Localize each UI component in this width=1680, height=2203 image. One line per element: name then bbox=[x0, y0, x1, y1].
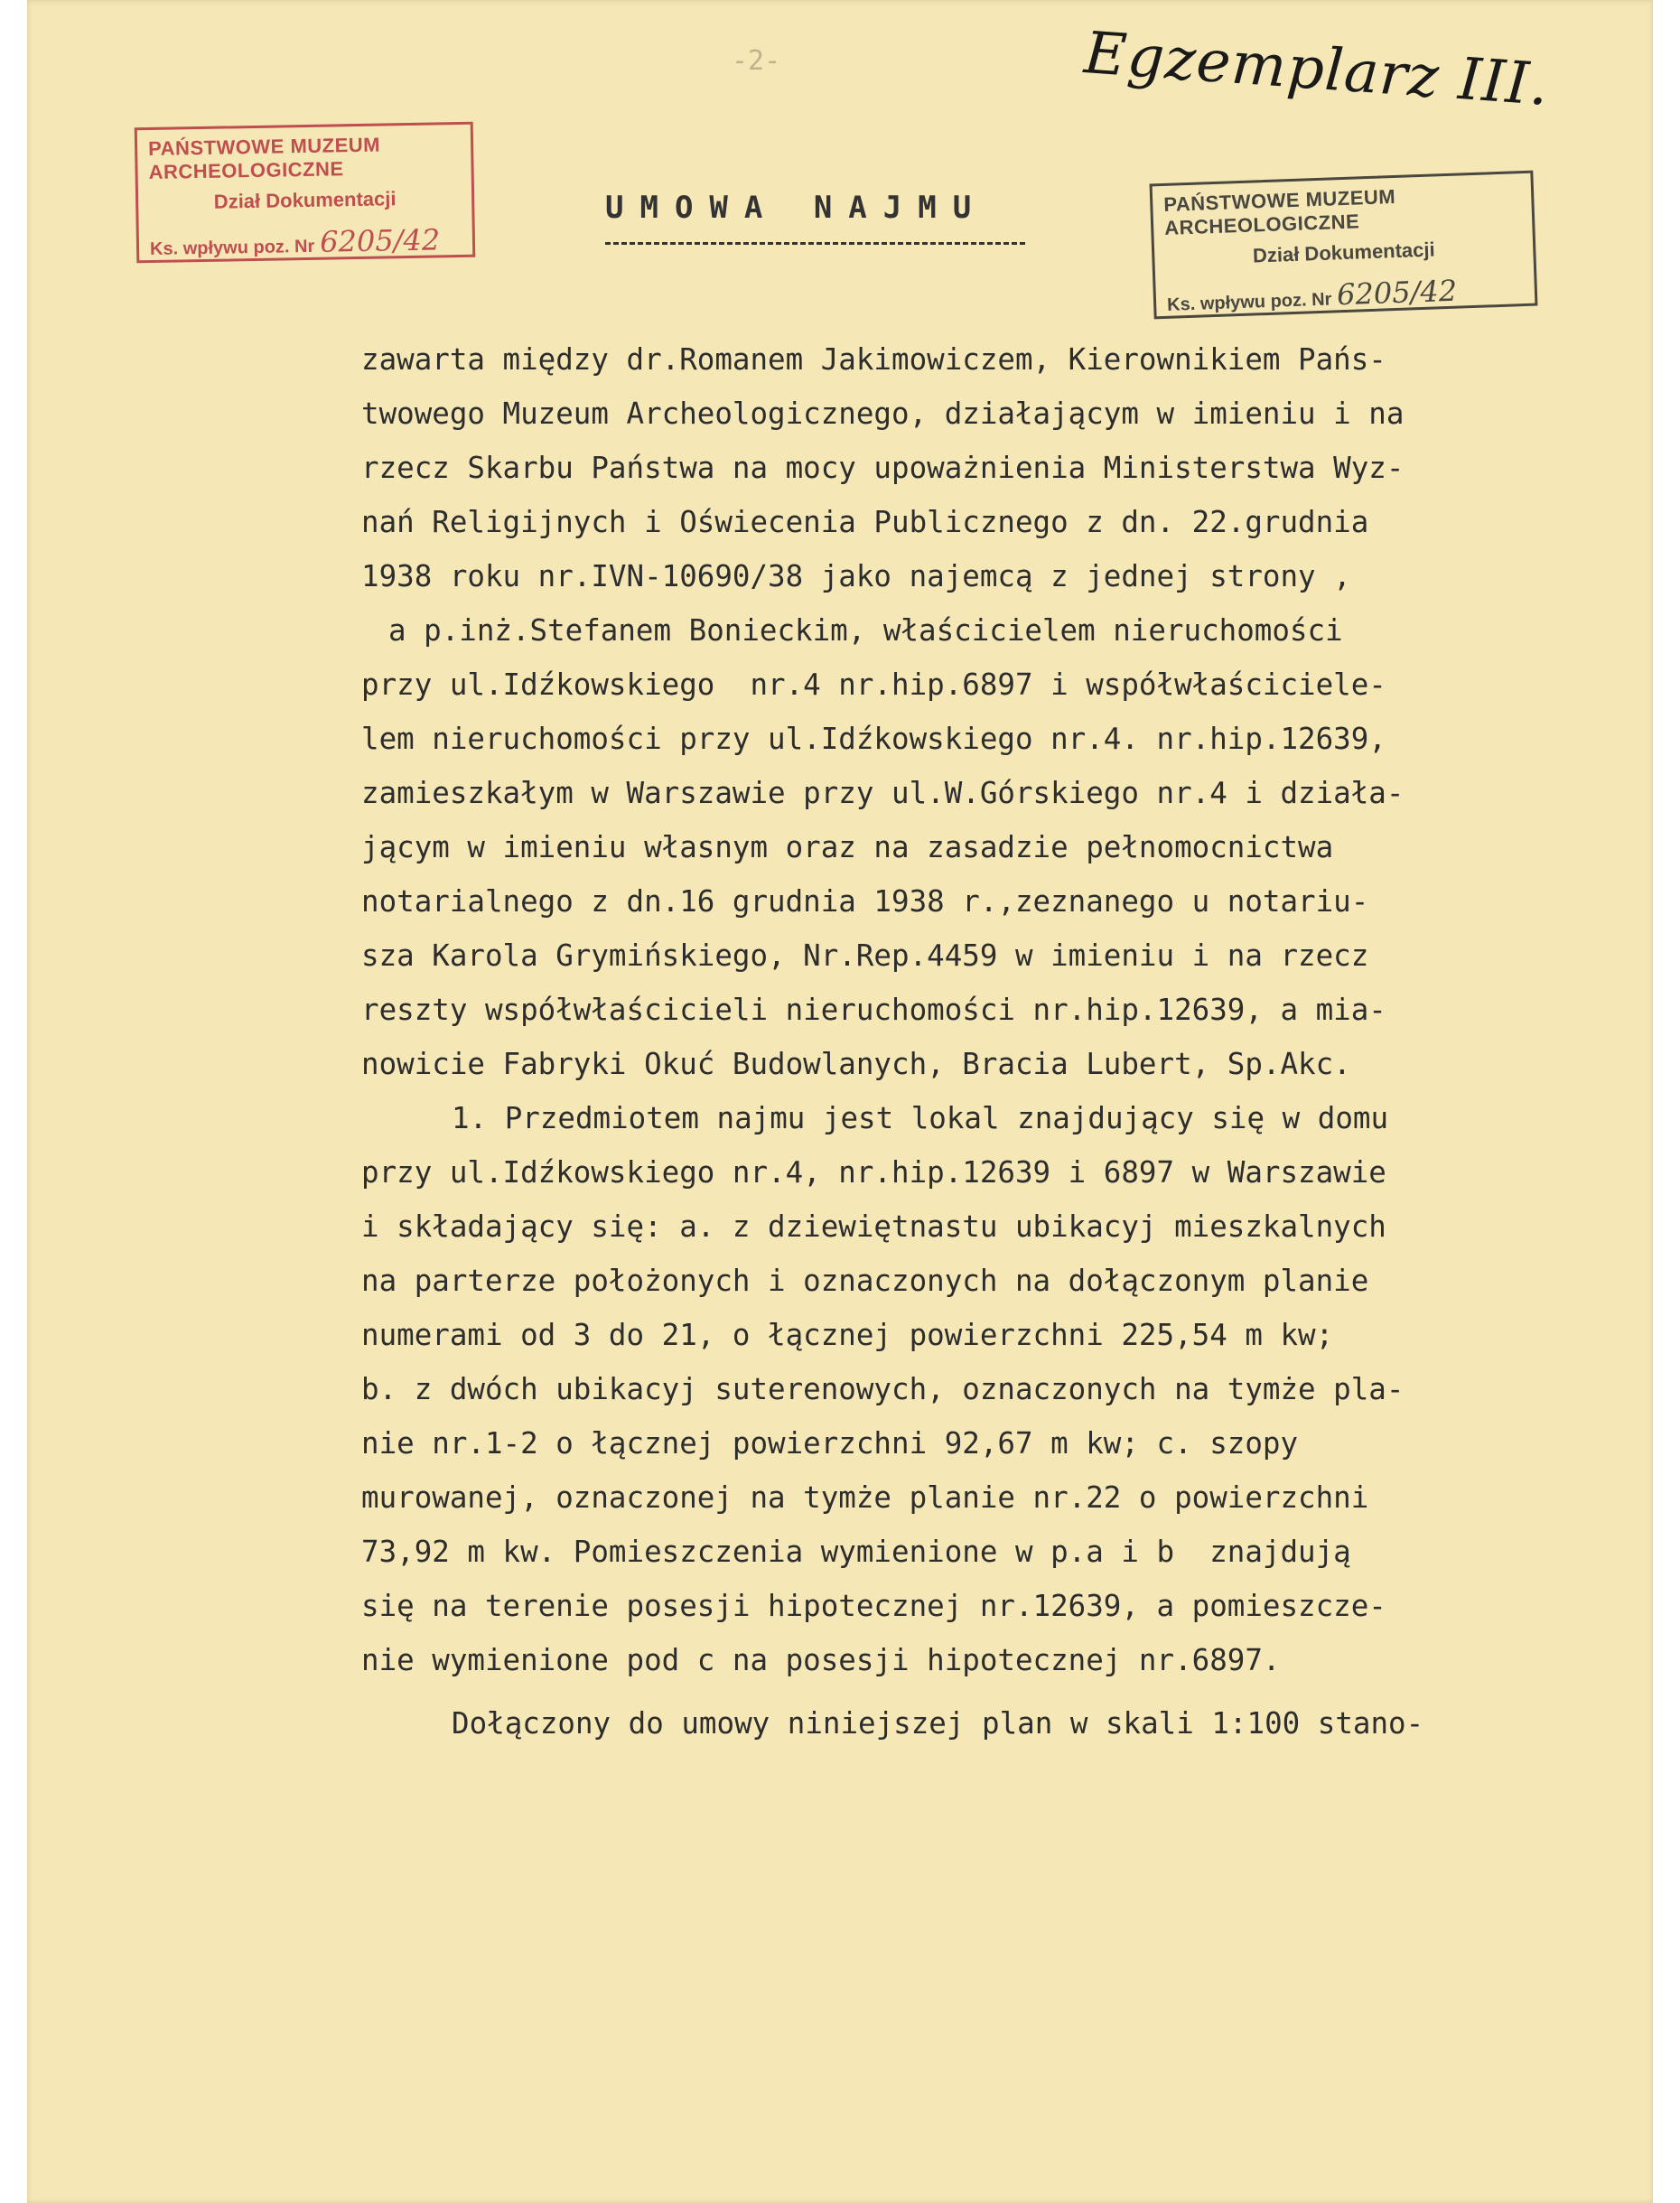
archive-stamp-red bbox=[135, 122, 476, 264]
body-line: numerami od 3 do 21, o łącznej powierzchni 225,54 m kw; bbox=[361, 1318, 1334, 1352]
body-line: 73,92 m kw. Pomieszczenia wymienione w p.a i b znajdują bbox=[361, 1535, 1351, 1569]
stamp-red-department: Dział Dokumentacji bbox=[213, 187, 397, 213]
handwritten-copy-note: Egzemplarz III. bbox=[1082, 20, 1552, 119]
body-line: murowanej, oznaczonej na tymże planie nr.22 o powierzchni bbox=[361, 1480, 1369, 1515]
body-line: 1. Przedmiotem najmu jest lokal znajdujący się w domu bbox=[452, 1101, 1389, 1135]
body-line: i składający się: a. z dziewiętnastu ubikacyj mieszkalnych bbox=[361, 1209, 1386, 1244]
body-line: reszty współwłaścicieli nieruchomości nr.hip.12639, a mia- bbox=[361, 993, 1386, 1027]
body-line: się na terenie posesji hipotecznej nr.12639, a pomieszcze- bbox=[361, 1589, 1386, 1623]
stamp-red-institution: PAŃSTWOWE MUZEUM ARCHEOLOGICZNE bbox=[147, 133, 381, 184]
contract-body bbox=[361, 332, 1608, 1750]
body-line: na parterze położonych i oznaczonych na dołączonym planie bbox=[361, 1264, 1369, 1298]
body-line: a p.inż.Stefanem Bonieckim, właścicielem nieruchomości bbox=[388, 613, 1343, 648]
body-line: zawarta między dr.Romanem Jakimowiczem, Kierownikiem Pańs- bbox=[361, 342, 1386, 377]
body-line: przy ul.Idźkowskiego nr.4 nr.hip.6897 i współwłaściciele- bbox=[361, 667, 1386, 702]
title-underline bbox=[605, 242, 1025, 245]
body-line: jącym w imieniu własnym oraz na zasadzie pełnomocnictwa bbox=[361, 830, 1334, 864]
body-line: twowego Muzeum Archeologicznego, działającym w imieniu i na bbox=[361, 397, 1405, 431]
stamp-black-register bbox=[1166, 271, 1524, 318]
document-page bbox=[27, 0, 1653, 2203]
body-line: notarialnego z dn.16 grudnia 1938 r.,zeznanego u notariu- bbox=[361, 884, 1369, 919]
body-line: Dołączony do umowy niniejszej plan w skali 1:100 stano- bbox=[452, 1706, 1424, 1741]
stamp-red-number: 6205/42 bbox=[319, 222, 441, 259]
stamp-black-department: Dział Dokumentacji bbox=[1252, 238, 1436, 267]
stamp-red-register bbox=[150, 222, 462, 262]
stamp-black-institution: PAŃSTWOWE MUZEUM ARCHEOLOGICZNE bbox=[1162, 184, 1396, 239]
body-line: rzecz Skarbu Państwa na mocy upoważnienia Ministerstwa Wyz- bbox=[361, 451, 1405, 485]
stamp-red-register-label: Ks. wpływu poz. Nr bbox=[149, 236, 315, 259]
body-line: nie nr.1-2 o łącznej powierzchni 92,67 m kw; c. szopy bbox=[361, 1426, 1299, 1461]
body-line: sza Karola Grymińskiego, Nr.Rep.4459 w imieniu i na rzecz bbox=[361, 938, 1369, 973]
stamp-black-register-label: Ks. wpływu poz. Nr bbox=[1166, 289, 1332, 315]
document-title: UMOWA NAJMU bbox=[605, 190, 988, 226]
body-line: przy ul.Idźkowskiego nr.4, nr.hip.12639 i 6897 w Warszawie bbox=[361, 1155, 1386, 1190]
page-number: -2- bbox=[732, 45, 781, 77]
body-line: zamieszkałym w Warszawie przy ul.W.Górskiego nr.4 i działa- bbox=[361, 776, 1405, 810]
body-line: b. z dwóch ubikacyj suterenowych, oznaczonych na tymże pla- bbox=[361, 1372, 1405, 1406]
body-line: nie wymienione pod c na posesji hipotecznej nr.6897. bbox=[361, 1643, 1281, 1677]
archive-stamp-black bbox=[1150, 171, 1538, 320]
body-line: 1938 roku nr.IVN-10690/38 jako najemcą z jednej strony , bbox=[361, 559, 1351, 593]
body-line: nań Religijnych i Oświecenia Publicznego z dn. 22.grudnia bbox=[361, 505, 1369, 539]
body-line: lem nieruchomości przy ul.Idźkowskiego nr.4. nr.hip.12639, bbox=[361, 722, 1386, 756]
stamp-black-number: 6205/42 bbox=[1336, 273, 1458, 313]
body-line: nowicie Fabryki Okuć Budowlanych, Bracia Lubert, Sp.Akc. bbox=[361, 1047, 1351, 1081]
